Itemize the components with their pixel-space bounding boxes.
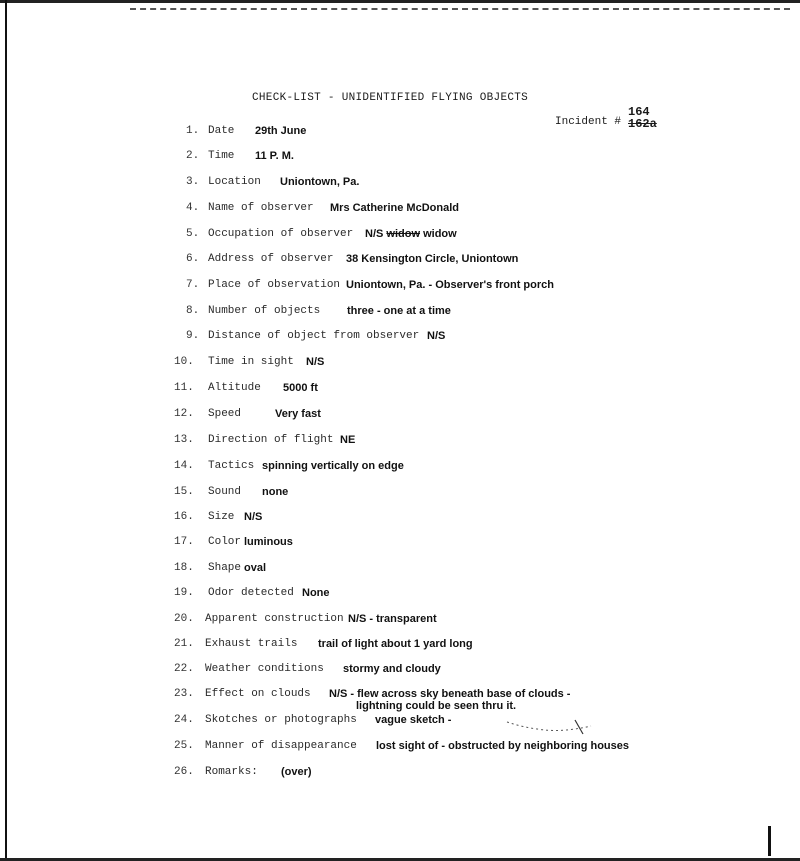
item-value-text: Uniontown, Pa. - Observer's front porch <box>346 279 554 291</box>
item-value-text: stormy and cloudy <box>343 663 441 675</box>
item-number: 12. <box>174 408 194 420</box>
item-value <box>281 766 312 778</box>
item-label: Address of observer <box>208 253 334 265</box>
item-value <box>255 150 294 162</box>
item-number: 6. <box>186 253 200 265</box>
item-label: Size <box>208 511 235 523</box>
item-number: 26. <box>174 766 194 778</box>
item-value <box>346 279 554 291</box>
scan-mark <box>768 826 771 856</box>
item-number: 4. <box>186 202 200 214</box>
item-number: 8. <box>186 305 200 317</box>
item-value-line2: lightning could be seen thru it. <box>356 700 517 712</box>
item-value-after: widow <box>423 228 457 240</box>
item-value <box>244 536 293 548</box>
item-value-text: 5000 ft <box>283 382 318 394</box>
item-value <box>283 382 318 394</box>
item-value-text: lost sight of - obstructed by neighboring houses <box>376 740 629 752</box>
item-label: Time in sight <box>208 356 294 368</box>
item-value-text: N/S <box>244 511 263 523</box>
item-value <box>244 511 262 523</box>
sketch-scribble <box>505 718 595 738</box>
item-label: Shape <box>208 562 242 574</box>
scan-edge-dashes <box>130 8 790 10</box>
item-value-text: oval <box>244 562 267 574</box>
item-value <box>347 305 451 317</box>
item-value <box>375 714 451 726</box>
item-value <box>275 408 321 420</box>
item-label: Exhaust trails <box>205 638 298 650</box>
item-number: 18. <box>174 562 194 574</box>
item-value-text: vague sketch - <box>375 714 452 726</box>
item-value-text: 38 Kensington Circle, Uniontown <box>346 253 519 265</box>
item-value-text: N/S - transparent <box>348 613 437 625</box>
item-value-text: none <box>262 486 289 498</box>
item-number: 13. <box>174 434 194 446</box>
item-number: 5. <box>186 228 200 240</box>
item-value <box>262 460 404 472</box>
item-label: Location <box>208 176 261 188</box>
item-number: 15. <box>174 486 194 498</box>
item-value <box>343 663 441 675</box>
item-label: Name of observer <box>208 202 314 214</box>
item-value <box>244 562 266 574</box>
item-number: 23. <box>174 688 194 700</box>
item-value <box>302 587 330 599</box>
item-value-text: trail of light about 1 yard long <box>318 638 473 650</box>
item-label: Weather conditions <box>205 663 324 675</box>
item-label: Distance of object from observer <box>208 330 420 342</box>
item-value-text: NE <box>340 434 356 446</box>
item-number: 19. <box>174 587 194 599</box>
incident-label: Incident # <box>555 116 622 128</box>
item-value <box>427 330 445 342</box>
item-label: Sound <box>208 486 242 498</box>
item-label: Number of objects <box>208 305 321 317</box>
item-label: Altitude <box>208 382 261 394</box>
incident-number-struck: 162a <box>628 117 657 131</box>
item-label: Color <box>208 536 242 548</box>
item-label: Odor detected <box>208 587 294 599</box>
item-number: 16. <box>174 511 194 523</box>
item-value-text: 11 P. M. <box>255 150 294 162</box>
item-value-text: Very fast <box>275 408 321 420</box>
item-label: Manner of disappearance <box>205 740 357 752</box>
item-value <box>255 125 306 137</box>
item-number: 11. <box>174 382 194 394</box>
item-number: 21. <box>174 638 194 650</box>
item-value-text: None <box>302 587 330 599</box>
item-number: 7. <box>186 279 200 291</box>
item-value-text: Uniontown, Pa. <box>280 176 360 188</box>
item-value <box>318 638 473 650</box>
item-label: Effect on clouds <box>205 688 311 700</box>
item-label: Romarks: <box>205 766 258 778</box>
item-value-text: luminous <box>244 536 293 548</box>
item-value <box>329 688 570 700</box>
item-label: Tactics <box>208 460 255 472</box>
item-number: 22. <box>174 663 194 675</box>
incident-number <box>628 106 657 130</box>
item-label: Apparent construction <box>205 613 344 625</box>
item-value <box>306 356 324 368</box>
item-value-text: (over) <box>281 766 312 778</box>
item-value-text: N/S <box>306 356 325 368</box>
item-value <box>340 434 355 446</box>
item-value-text: Mrs Catherine McDonald <box>330 202 459 214</box>
item-value-struck: widow <box>386 228 421 240</box>
item-value <box>376 740 629 752</box>
item-value-text: N/S - flew across sky beneath base of clouds - <box>329 688 571 700</box>
item-label: Date <box>208 125 235 137</box>
page-title: CHECK-LIST - UNIDENTIFIED FLYING OBJECTS <box>252 92 529 104</box>
item-value-text: spinning vertically on edge <box>262 460 404 472</box>
item-value <box>365 228 457 240</box>
item-value-text: 29th June <box>255 125 307 137</box>
item-value-text: N/S <box>365 228 384 240</box>
item-label: Time <box>208 150 235 162</box>
item-number: 25. <box>174 740 194 752</box>
item-number: 17. <box>174 536 194 548</box>
item-number: 24. <box>174 714 194 726</box>
item-value <box>330 202 459 214</box>
item-value <box>348 613 437 625</box>
item-label: Occupation of observer <box>208 228 354 240</box>
scan-edge-left <box>5 0 7 861</box>
item-label: Place of observation <box>208 279 341 291</box>
item-label: Skotches or photographs <box>205 714 357 726</box>
item-number: 2. <box>186 150 200 162</box>
item-number: 10. <box>174 356 194 368</box>
scan-edge-top <box>0 0 800 3</box>
item-value-text: three - one at a time <box>347 305 451 317</box>
item-number: 20. <box>174 613 194 625</box>
incident-number-current: 164 <box>628 105 650 119</box>
item-value <box>262 486 288 498</box>
item-number: 1. <box>186 125 200 137</box>
item-value-text: N/S <box>427 330 446 342</box>
item-value <box>346 253 518 265</box>
item-number: 9. <box>186 330 200 342</box>
item-number: 3. <box>186 176 200 188</box>
item-number: 14. <box>174 460 194 472</box>
item-label: Speed <box>208 408 242 420</box>
item-label: Direction of flight <box>208 434 334 446</box>
item-value <box>280 176 359 188</box>
